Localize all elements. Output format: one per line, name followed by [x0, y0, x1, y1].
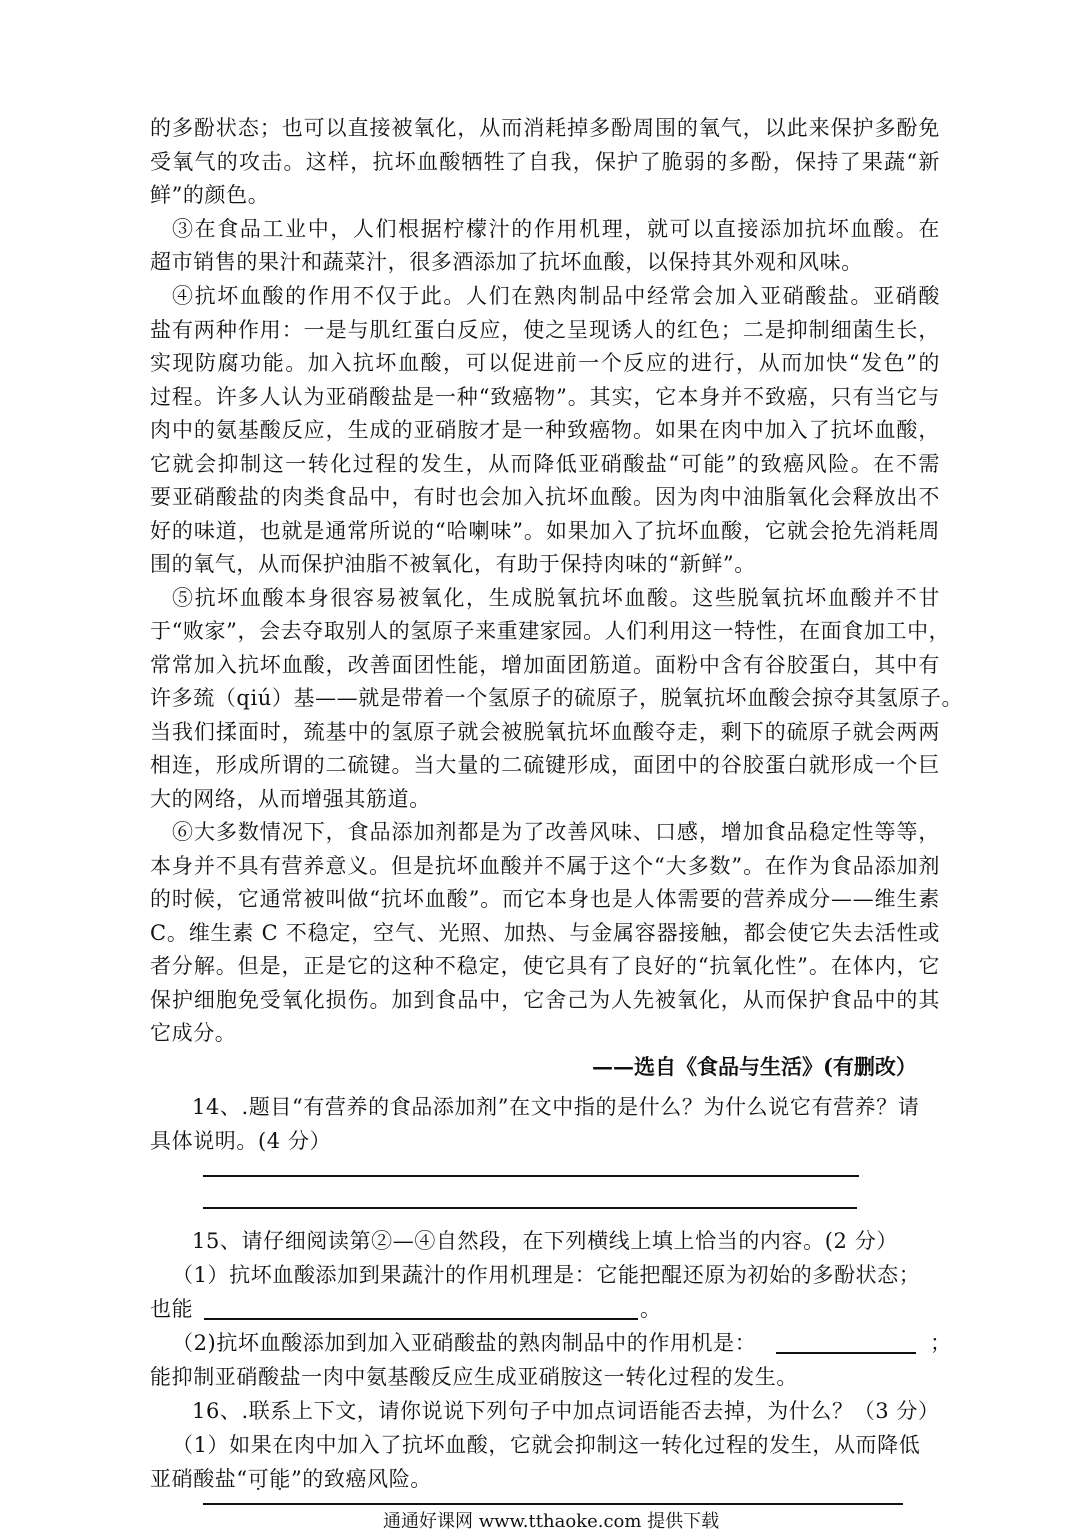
passage-line: ⑥大多数情况下，食品添加剂都是为了改善风味、口感，增加食品稳定性等等， — [172, 820, 940, 844]
passage-line: 于“败家”，会去夺取别人的氢原子来重建家园。人们利用这一特性，在面食加工中， — [150, 619, 951, 643]
passage-line: 它成分。 — [150, 1021, 237, 1045]
passage-line: ④抗坏血酸的作用不仅于此。人们在熟肉制品中经常会加入亚硝酸盐。亚硝酸 — [172, 284, 940, 308]
passage-line: 保护细胞免受氧化损伤。加到食品中，它舍己为人先被氧化，从而保护食品中的其 — [150, 988, 940, 1012]
passage-line: 肉中的氨基酸反应，生成的亚硝胺才是一种致癌物。如果在肉中加入了抗坏血酸， — [150, 418, 940, 442]
question-15-2: （2)抗坏血酸添加到加入亚硝酸盐的熟肉制品中的作用机是： — [172, 1331, 757, 1355]
passage-line: 者分解。但是，正是它的这种不稳定，使它具有了良好的“抗氧化性”。在体内，它 — [150, 954, 940, 978]
question-15-2-cont: 能抑制亚硝酸盐一肉中氨基酸反应生成亚硝胺这一转化过程的发生。 — [150, 1365, 798, 1389]
passage-line: 常常加入抗坏血酸，改善面团性能，增加面团筋道。面粉中含有谷胶蛋白，其中有 — [150, 653, 940, 677]
passage-line: 它就会抑制这一转化过程的发生，从而降低亚硝酸盐“可能”的致癌风险。在不需 — [150, 452, 940, 476]
passage-line: 好的味道，也就是通常所说的“哈喇味”。如果加入了抗坏血酸，它就会抢先消耗周 — [150, 519, 940, 543]
passage-line: ③在食品工业中，人们根据柠檬汁的作用机理，就可以直接添加抗坏血酸。在 — [172, 217, 940, 241]
passage-line: 过程。许多人认为亚硝酸盐是一种“致癌物”。其实，它本身并不致癌，只有当它与 — [150, 385, 940, 409]
dotted-word-char: 可 — [247, 1467, 270, 1491]
passage-line: 要亚硝酸盐的肉类食品中，有时也会加入抗坏血酸。因为肉中油脂氧化会释放出不 — [150, 485, 940, 509]
question-14: 14、.题目“有营养的食品添加剂”在文中指的是什么？为什么说它有营养？请 — [192, 1095, 920, 1119]
passage-line: C。维生素 C 不稳定，空气、光照、加热、与金属容器接触，都会使它失去活性或 — [150, 921, 940, 945]
question-15-1: （1）抗坏血酸添加到果蔬汁的作用机理是：它能把醌还原为初始的多酚状态； — [172, 1263, 921, 1287]
passage-line: 的多酚状态；也可以直接被氧化，从而消耗掉多酚周围的氧气，以此来保护多酚免 — [150, 116, 940, 140]
passage-line: 超市销售的果汁和蔬菜汁，很多酒添加了抗坏血酸，以保持其外观和风味。 — [150, 250, 863, 274]
passage-line: 受氧气的攻击。这样，抗坏血酸牺牲了自我，保护了脆弱的多酚，保持了果蔬“新 — [150, 150, 940, 174]
passage-line: 的时候，它通常被叫做“抗坏血酸”。而它本身也是人体需要的营养成分——维生素 — [150, 887, 940, 911]
question-16: 16、.联系上下文，请你说说下列句子中加点词语能否去掉，为什么？（3 分） — [192, 1399, 940, 1423]
passage-line: ⑤抗坏血酸本身很容易被氧化，生成脱氧抗坏血酸。这些脱氧抗坏血酸并不甘 — [172, 586, 940, 610]
question-15-1-suffix: 。 — [640, 1297, 662, 1321]
passage-line: 许多巯（qiú）基——就是带着一个氢原子的硫原子，脱氧抗坏血酸会掠夺其氢原子。 — [150, 686, 964, 710]
answer-line-15-2[interactable] — [776, 1352, 916, 1354]
question-16-1-cont — [150, 1464, 432, 1494]
passage-line: 围的氧气，从而保护油脂不被氧化，有助于保持肉味的“新鲜”。 — [150, 552, 756, 576]
dotted-word-char: 能 — [269, 1467, 291, 1491]
passage-line: 鲜”的颜色。 — [150, 183, 270, 207]
question-15-2-tail: ； — [930, 1331, 952, 1355]
footer-credit: 通通好课网 www.tthaoke.com 提供下载 — [383, 1511, 720, 1532]
q16-text-post: ”的致癌风险。 — [290, 1467, 432, 1491]
question-15-1-prefix: 也能 — [150, 1297, 194, 1321]
q16-text-pre: 亚硝酸盐“ — [150, 1467, 248, 1491]
question-15: 15、请仔细阅读第②—④自然段，在下列横线上填上恰当的内容。(2 分） — [192, 1229, 898, 1253]
question-14-cont: 具体说明。(4 分） — [150, 1129, 332, 1153]
question-16-1: （1）如果在肉中加入了抗坏血酸，它就会抑制这一转化过程的发生，从而降低 — [172, 1433, 921, 1457]
passage-line: 大的网络，从而增强其筋道。 — [150, 787, 431, 811]
passage-line: 盐有两种作用：一是与肌红蛋白反应，使之呈现诱人的红色；二是抑制细菌生长， — [150, 318, 940, 342]
answer-line-14b[interactable] — [203, 1207, 857, 1209]
passage-line: 当我们揉面时，巯基中的氢原子就会被脱氧抗坏血酸夺走，剩下的硫原子就会两两 — [150, 720, 940, 744]
passage-line: 本身并不具有营养意义。但是抗坏血酸并不属于这个“大多数”。在作为食品添加剂 — [150, 854, 940, 878]
passage-line: 相连，形成所谓的二硫键。当大量的二硫键形成，面团中的谷胶蛋白就形成一个巨 — [150, 753, 940, 777]
passage-line: 实现防腐功能。加入抗坏血酸，可以促进前一个反应的进行，从而加快“发色”的 — [150, 351, 940, 375]
answer-line-14a[interactable] — [203, 1175, 859, 1177]
answer-line-16-1[interactable] — [203, 1503, 903, 1505]
source-attribution: ——选自《食品与生活》(有删改） — [592, 1054, 917, 1079]
answer-line-15-1[interactable] — [204, 1318, 638, 1320]
